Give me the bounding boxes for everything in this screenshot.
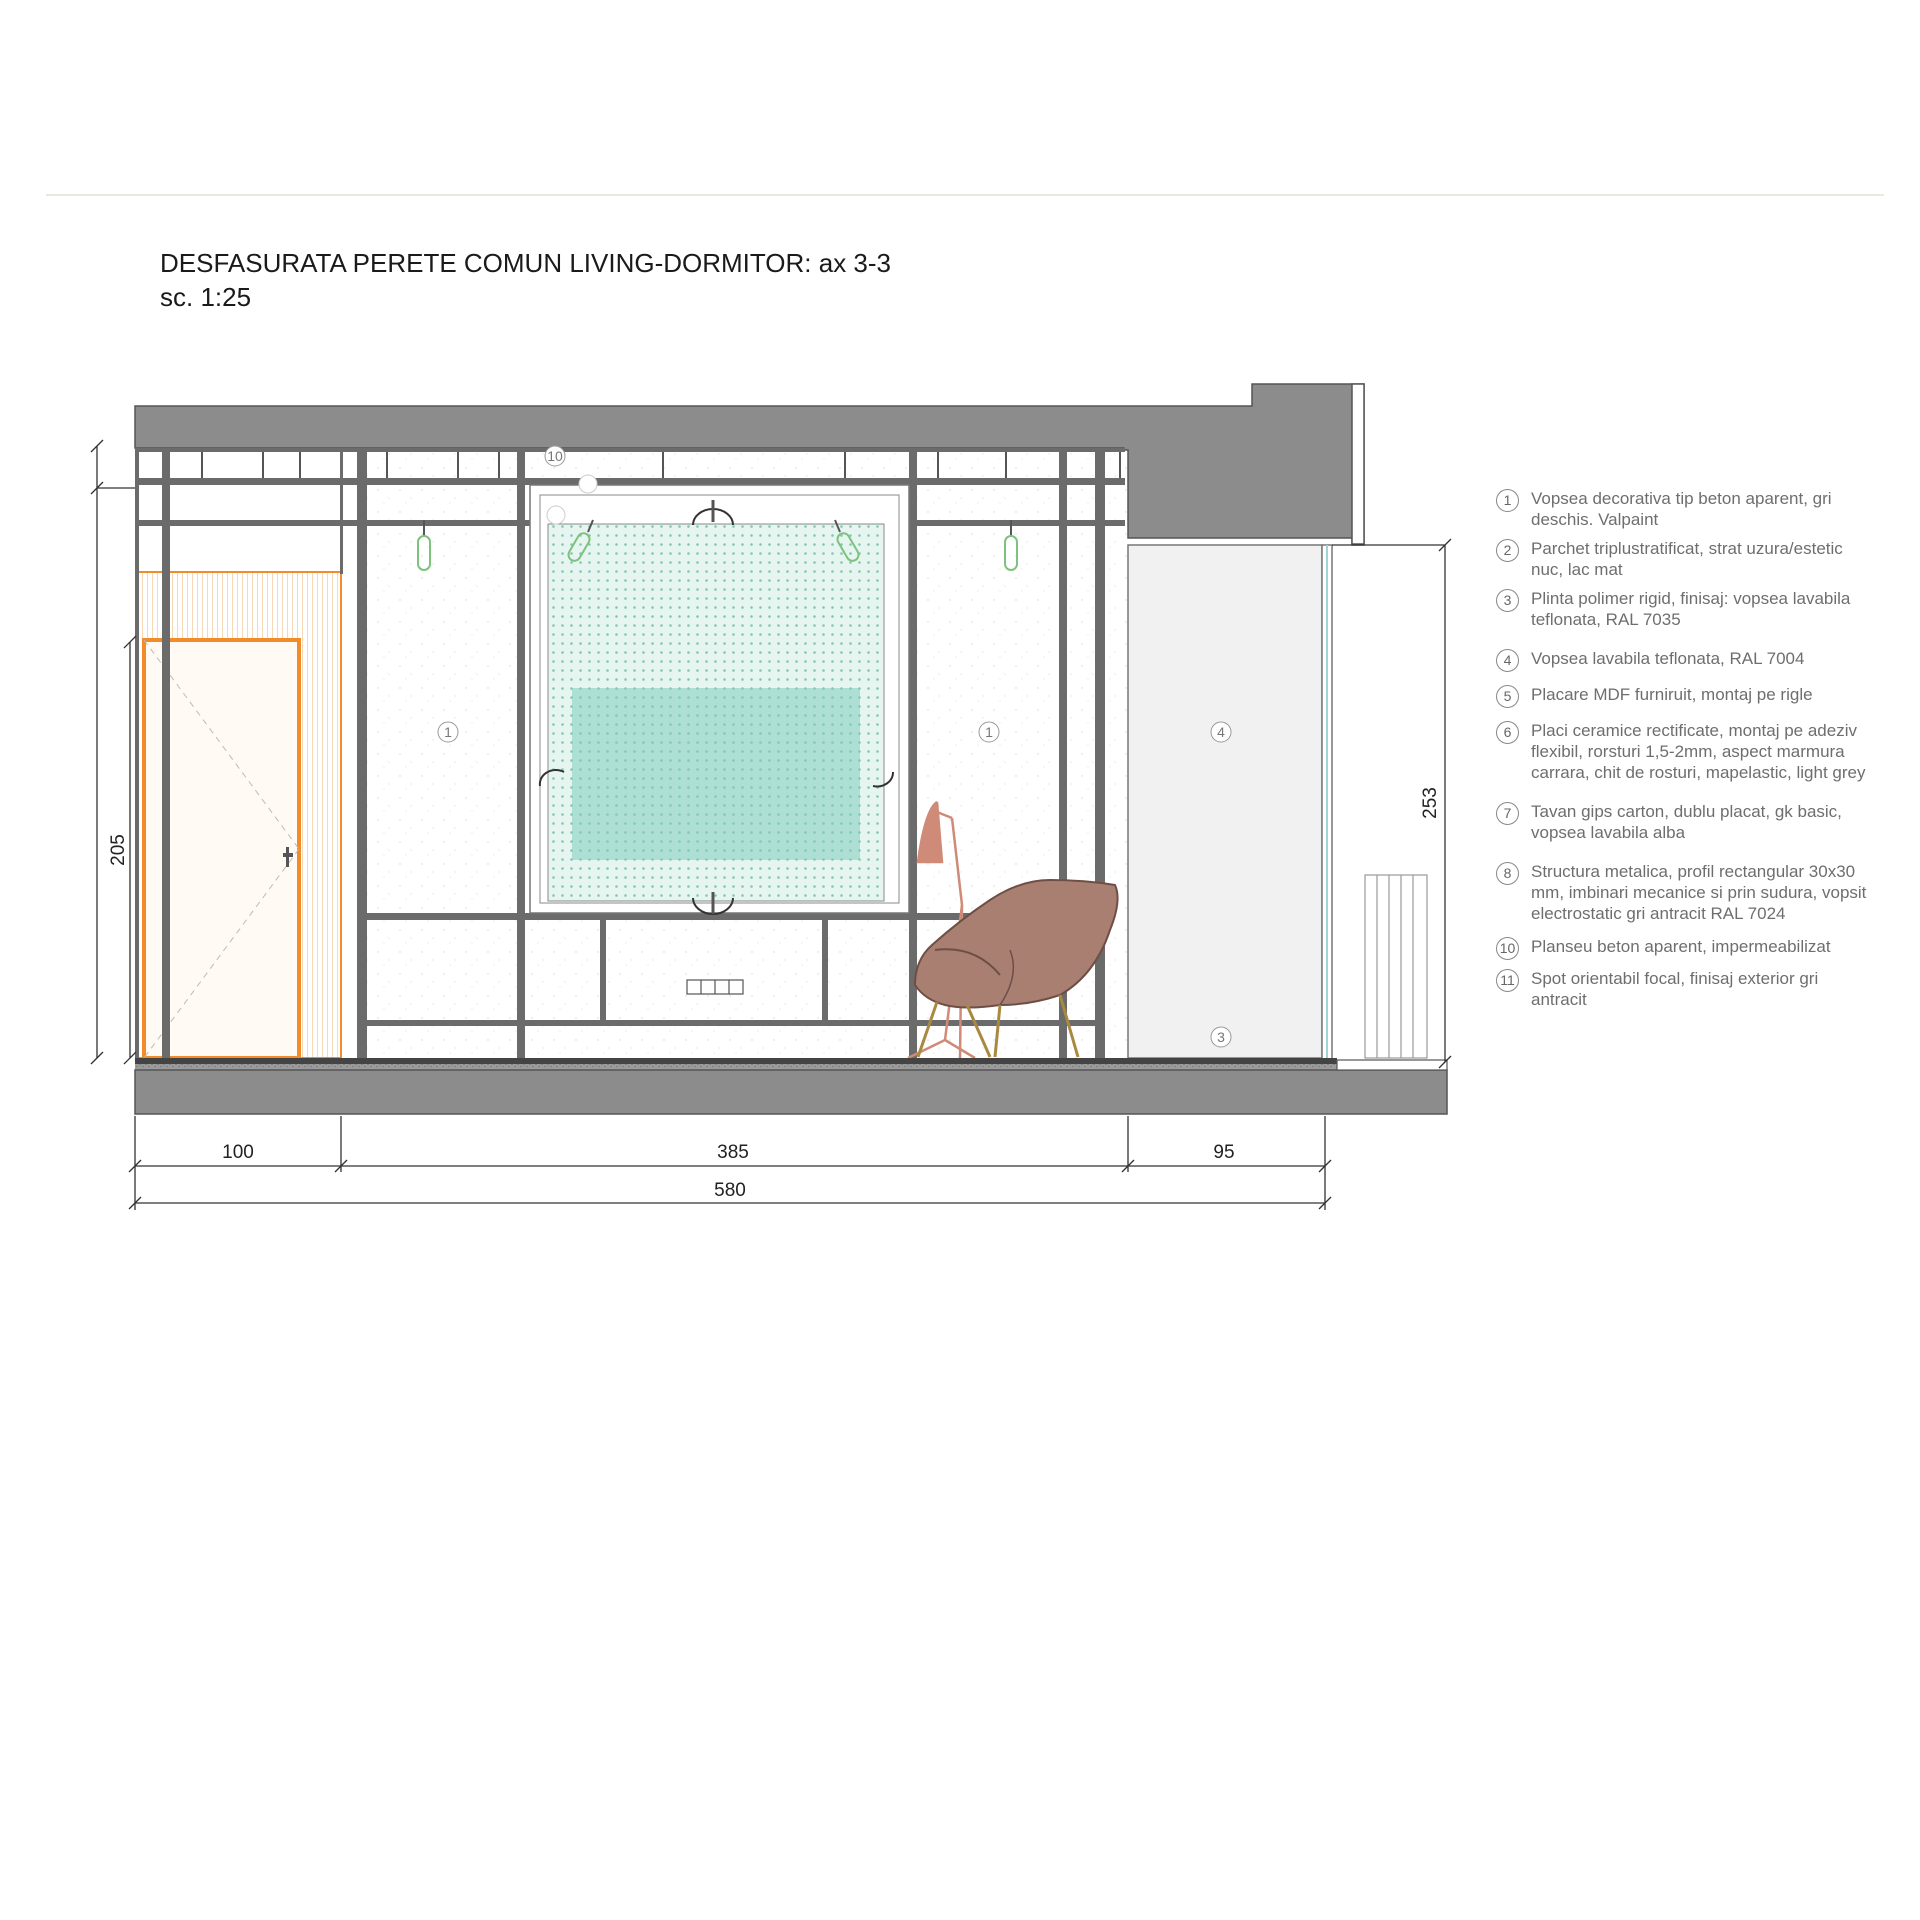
dim-door-height-label: 205 (108, 834, 129, 866)
tile-panel (530, 485, 909, 914)
dim-total: 580 (714, 1180, 746, 1201)
dim-segment-left: 100 (222, 1142, 254, 1163)
dim-wall-height-label: 253 (1420, 787, 1441, 819)
legend-text: Placi ceramice rectificate, montaj pe adeziv flexibil, rorsturi 1,5-2mm, aspect marmura carrara, chit de rosturi, mapelastic, light grey (1531, 721, 1866, 782)
legend-text: Parchet triplustratificat, strat uzura/estetic nuc, lac mat (1531, 539, 1843, 579)
legend-text: Plinta polimer rigid, finisaj: vopsea lavabila teflonata, RAL 7035 (1531, 589, 1851, 629)
legend-number: 11 (1496, 969, 1519, 992)
legend-number: 3 (1496, 589, 1519, 612)
dim-segment-middle: 385 (717, 1142, 749, 1163)
legend-item (1496, 684, 1896, 708)
legend-number: 10 (1496, 937, 1519, 960)
legend-number: 4 (1496, 649, 1519, 672)
dim-segment-right: 95 (1213, 1142, 1235, 1163)
drawing-title: DESFASURATA PERETE COMUN LIVING-DORMITOR: ax 3-3 (160, 248, 892, 278)
legend-text: Spot orientabil focal, finisaj exterior gri antracit (1531, 969, 1819, 1009)
legend-item (1496, 861, 1896, 924)
legend-item (1496, 588, 1896, 630)
tag-4 (1211, 722, 1231, 742)
svg-text:4: 4 (1217, 724, 1225, 740)
radiator (1365, 875, 1427, 1058)
legend-text: Structura metalica, profil rectangular 30x30 mm, imbinari mecanice si prin sudura, vopsit electrostatic gri antracit RAL 7024 (1531, 862, 1867, 923)
tag-1-left (438, 722, 458, 742)
legend-text: Vopsea lavabila teflonata, RAL 7004 (1531, 649, 1805, 668)
legend-number: 2 (1496, 539, 1519, 562)
legend-text: Tavan gips carton, dublu placat, gk basic, vopsea lavabila alba (1531, 802, 1842, 842)
legend-item (1496, 801, 1896, 843)
floor-slab (135, 1058, 1447, 1114)
tag-1-right (979, 722, 999, 742)
svg-text:1: 1 (985, 724, 993, 740)
glass-partition (1322, 545, 1332, 1065)
legend-text: Planseu beton aparent, impermeabilizat (1531, 937, 1831, 956)
drawing-scale: sc. 1:25 (160, 282, 252, 312)
legend-number: 1 (1496, 489, 1519, 512)
legend-item (1496, 488, 1896, 530)
dim-door-height (91, 440, 136, 1064)
tag-10 (545, 446, 565, 466)
wall-socket (687, 980, 743, 994)
legend (1496, 488, 1896, 1018)
wall-grey-panel (1128, 545, 1322, 1058)
legend-number: 8 (1496, 862, 1519, 885)
legend-item (1496, 538, 1896, 580)
svg-text:10: 10 (547, 448, 563, 464)
legend-number: 5 (1496, 685, 1519, 708)
legend-item (1496, 648, 1896, 672)
legend-number: 6 (1496, 721, 1519, 744)
legend-number: 7 (1496, 802, 1519, 825)
legend-text: Placare MDF furniruit, montaj pe rigle (1531, 685, 1813, 704)
svg-text:3: 3 (1217, 1029, 1225, 1045)
svg-text:1: 1 (444, 724, 452, 740)
legend-text: Vopsea decorativa tip beton aparent, gri deschis. Valpaint (1531, 489, 1832, 529)
legend-item (1496, 720, 1896, 783)
legend-item (1496, 968, 1896, 1010)
legend-item (1496, 936, 1896, 960)
tag-3 (1211, 1027, 1231, 1047)
